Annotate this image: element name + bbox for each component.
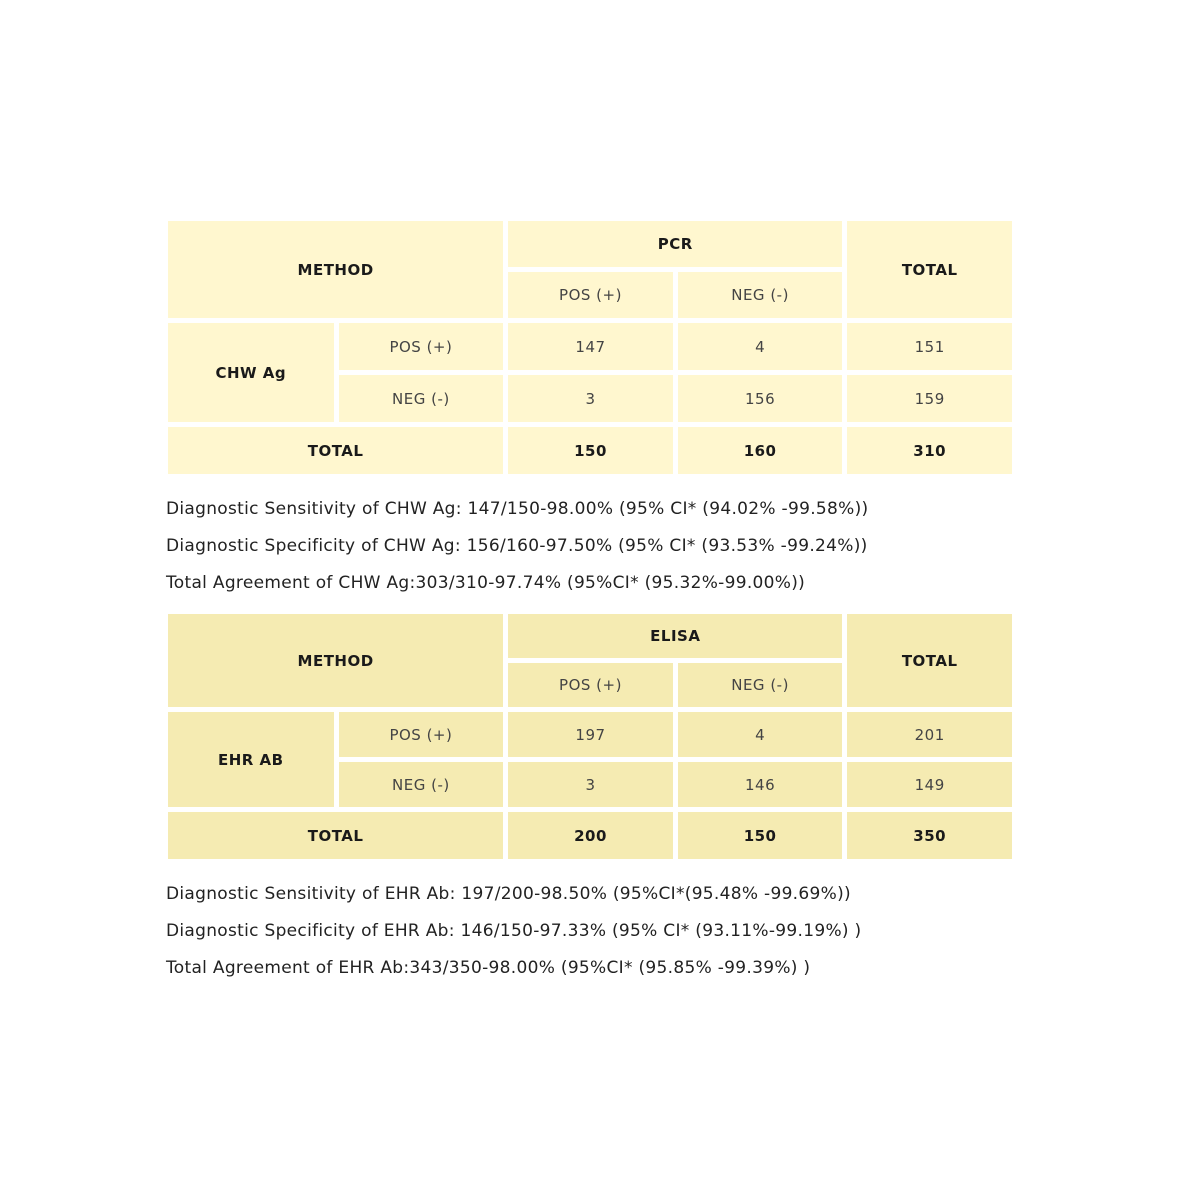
statistics-block — [166, 491, 1014, 602]
cell-neg-neg: 146 — [678, 762, 843, 807]
reference-method-header: PCR — [508, 221, 842, 267]
statistics-block — [166, 876, 1014, 987]
totals-label: TOTAL — [168, 812, 503, 859]
totals-row — [168, 427, 1012, 474]
sensitivity-line: Diagnostic Sensitivity of CHW Ag: 147/150-98.00% (95% CI* (94.02% -99.58%)) — [166, 499, 869, 519]
total-neg: 160 — [678, 427, 843, 474]
total-header: TOTAL — [847, 614, 1012, 707]
cell-pos-total: 201 — [847, 712, 1012, 757]
col-header-neg: NEG (-) — [678, 272, 843, 318]
total-pos: 200 — [508, 812, 673, 859]
reference-method-header: ELISA — [508, 614, 842, 658]
contingency-table-chw-ag — [163, 216, 1017, 479]
row-label-neg: NEG (-) — [339, 762, 504, 807]
totals-row — [168, 812, 1012, 859]
table-row — [168, 323, 1012, 370]
cell-pos-pos: 147 — [508, 323, 673, 370]
cell-pos-neg: 4 — [678, 712, 843, 757]
col-header-pos: POS (+) — [508, 663, 673, 707]
agreement-line: Total Agreement of EHR Ab:343/350-98.00% (95%CI* (95.85% -99.39%) ) — [166, 958, 811, 978]
cell-pos-pos: 197 — [508, 712, 673, 757]
total-pos: 150 — [508, 427, 673, 474]
cell-neg-total: 149 — [847, 762, 1012, 807]
row-group-label: CHW Ag — [168, 323, 334, 422]
agreement-line: Total Agreement of CHW Ag:303/310-97.74% (95%CI* (95.32%-99.00%)) — [166, 573, 806, 593]
row-label-neg: NEG (-) — [339, 375, 504, 422]
row-group-label: EHR AB — [168, 712, 334, 807]
row-label-pos: POS (+) — [339, 323, 504, 370]
specificity-line: Diagnostic Specificity of CHW Ag: 156/160-97.50% (95% CI* (93.53% -99.24%)) — [166, 536, 868, 556]
grand-total: 310 — [847, 427, 1012, 474]
cell-pos-total: 151 — [847, 323, 1012, 370]
sensitivity-line: Diagnostic Sensitivity of EHR Ab: 197/200-98.50% (95%CI*(95.48% -99.69%)) — [166, 884, 851, 904]
contingency-table-ehr-ab — [163, 609, 1017, 864]
specificity-line: Diagnostic Specificity of EHR Ab: 146/150-97.33% (95% CI* (93.11%-99.19%) ) — [166, 921, 862, 941]
table-row — [168, 712, 1012, 757]
total-header: TOTAL — [847, 221, 1012, 318]
cell-neg-neg: 156 — [678, 375, 843, 422]
method-header: METHOD — [168, 614, 503, 707]
col-header-pos: POS (+) — [508, 272, 673, 318]
col-header-neg: NEG (-) — [678, 663, 843, 707]
total-neg: 150 — [678, 812, 843, 859]
grand-total: 350 — [847, 812, 1012, 859]
contingency-section-chw-ag — [166, 216, 1014, 602]
totals-label: TOTAL — [168, 427, 503, 474]
cell-neg-total: 159 — [847, 375, 1012, 422]
cell-pos-neg: 4 — [678, 323, 843, 370]
cell-neg-pos: 3 — [508, 375, 673, 422]
method-header: METHOD — [168, 221, 503, 318]
contingency-section-ehr-ab — [166, 609, 1014, 987]
row-label-pos: POS (+) — [339, 712, 504, 757]
cell-neg-pos: 3 — [508, 762, 673, 807]
